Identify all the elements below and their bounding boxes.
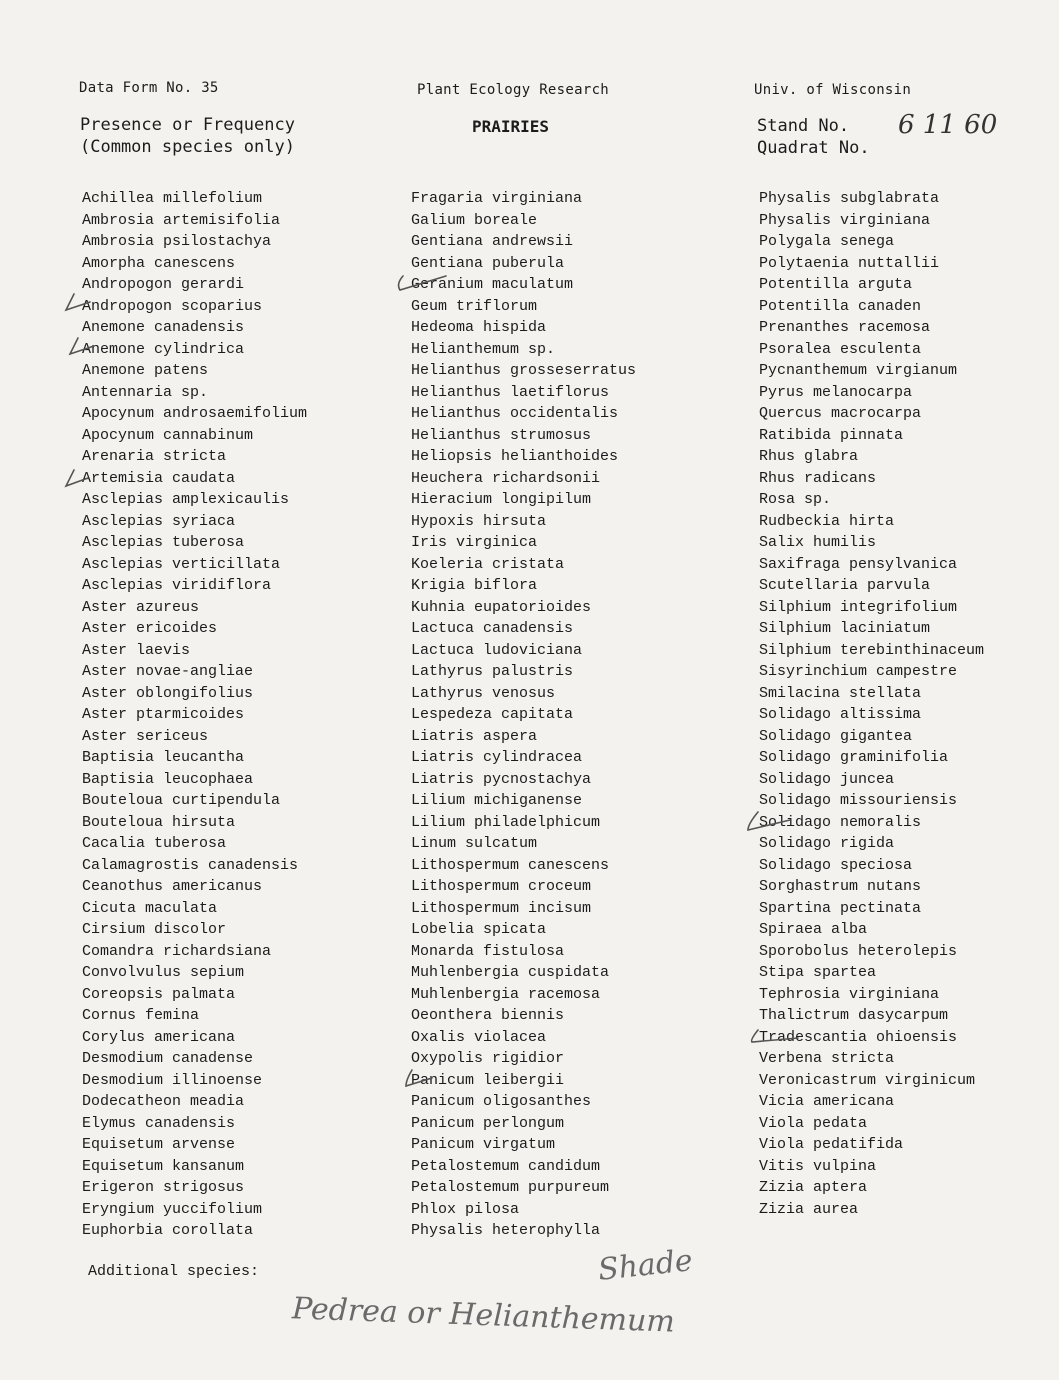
species-item: Asclepias amplexicaulis [82,491,290,508]
species-item: Rhus glabra [759,448,859,465]
species-item: Lathyrus venosus [411,684,556,702]
species-item: Potentilla canaden [759,297,922,315]
species-item: Apocynum androsaemifolium [82,405,308,422]
species-item: Anemone canadensis [82,319,245,336]
species-item: Elymus canadensis [82,1114,236,1132]
species-item: Aster ptarmicoides [82,706,245,723]
handwritten-note-species: Pedrea or Helianthemum [291,1291,676,1340]
species-item: Helianthus strumosus [411,426,592,444]
form-number: Data Form No. 35 [79,80,219,96]
species-item: Artemisia caudata [82,469,236,487]
species-item: Geranium maculatum [411,276,574,293]
species-item: Silphium terebinthinaceum [759,641,985,659]
species-item: Quercus macrocarpa [759,405,922,422]
species-item: Polygala senega [759,233,895,250]
species-item: Andropogon scoparius [82,297,263,315]
species-item: Koeleria cristata [411,555,565,573]
species-item: Lactuca canadensis [411,620,574,637]
species-item: Muhlenbergia racemosa [411,985,601,1003]
species-item: Verbena stricta [759,1050,895,1067]
species-item: Physalis heterophylla [411,1222,601,1239]
species-item: Helianthemum sp. [411,340,556,358]
species-item: Aster ericoides [82,620,218,637]
species-item: Andropogon gerardi [82,276,245,293]
species-item: Petalostemum purpureum [411,1179,610,1196]
species-item: Baptisia leucantha [82,749,245,766]
species-item: Aster sericeus [82,727,209,745]
species-item: Solidago missouriensis [759,792,958,809]
species-item: Bouteloua curtipendula [82,792,281,809]
university: Univ. of Wisconsin [754,82,912,98]
species-item: Equisetum arvense [82,1136,236,1153]
species-item: Apocynum cannabinum [82,426,254,444]
species-item: Helianthus grosseserratus [411,362,637,379]
species-item: Solidago altissima [759,706,922,723]
species-item: Vitis vulpina [759,1157,877,1175]
species-item: Solidago gigantea [759,727,913,745]
species-item: Sporobolus heterolepis [759,942,958,960]
species-item: Saxifraga pensylvanica [759,555,958,573]
species-item: Spartina pectinata [759,899,922,917]
species-item: Physalis subglabrata [759,190,940,207]
species-item: Dodecatheon meadia [82,1093,245,1110]
species-item: Liatris aspera [411,727,538,745]
species-item: Smilacina stellata [759,684,922,702]
species-item: Arenaria stricta [82,448,227,465]
species-item: Eryngium yuccifolium [82,1200,263,1218]
species-item: Petalostemum candidum [411,1157,601,1175]
species-item: Ambrosia artemisifolia [82,211,281,229]
species-item: Lithospermum croceum [411,878,592,895]
species-item: Phlox pilosa [411,1200,520,1218]
species-item: Krigia biflora [411,577,538,594]
species-item: Convolvulus sepium [82,964,245,981]
species-item: Silphium laciniatum [759,620,931,637]
species-item: Oeonthera biennis [411,1007,565,1024]
additional-species-label: Additional species: [88,1263,260,1280]
form-subtitle: Presence or Frequency (Common species only) [80,115,295,157]
species-item: Zizia aptera [759,1179,868,1196]
species-item: Solidago juncea [759,770,895,788]
species-item: Erigeron strigosus [82,1179,245,1196]
species-item: Helianthus occidentalis [411,405,619,422]
species-item: Anemone patens [82,362,209,379]
species-item: Cicuta maculata [82,899,218,917]
species-item: Solidago graminifolia [759,749,949,766]
species-item: Sisyrinchium campestre [759,663,958,680]
species-item: Polytaenia nuttallii [759,254,940,272]
species-item: Coreopsis palmata [82,985,236,1003]
species-item: Spiraea alba [759,921,868,938]
species-item: Hedeoma hispida [411,319,547,336]
species-item: Panicum oligosanthes [411,1093,592,1110]
species-item: Gentiana andrewsii [411,233,574,250]
species-item: Scutellaria parvula [759,577,931,594]
species-item: Baptisia leucophaea [82,770,254,788]
species-item: Antennaria sp. [82,383,209,401]
species-item: Linum sulcatum [411,835,538,852]
species-item: Geum triflorum [411,297,538,315]
species-item: Sorghastrum nutans [759,878,922,895]
species-item: Amorpha canescens [82,254,236,272]
species-item: Asclepias tuberosa [82,534,245,551]
species-item: Pycnanthemum virgianum [759,362,958,379]
species-item: Iris virginica [411,534,538,551]
species-column-3 [759,188,984,1220]
species-item: Cacalia tuberosa [82,835,227,852]
species-item: Helianthus laetiflorus [411,383,610,401]
species-item: Tradescantia ohioensis [759,1028,958,1046]
species-item: Zizia aurea [759,1200,859,1218]
species-item: Lobelia spicata [411,921,547,938]
species-item: Cornus femina [82,1007,200,1024]
species-item: Fragaria virginiana [411,190,583,207]
species-item: Aster novae-angliae [82,663,254,680]
species-item: Desmodium illinoense [82,1071,263,1089]
species-item: Solidago nemoralis [759,813,922,831]
species-item: Hieracium longipilum [411,491,592,508]
species-item: Lactuca ludoviciana [411,641,583,659]
species-item: Achillea millefolium [82,190,263,207]
species-column-1 [82,188,307,1242]
species-item: Bouteloua hirsuta [82,813,236,831]
species-item: Panicum virgatum [411,1136,556,1153]
species-item: Muhlenbergia cuspidata [411,964,610,981]
species-item: Hypoxis hirsuta [411,512,547,530]
species-item: Solidago speciosa [759,856,913,874]
species-item: Lithospermum incisum [411,899,592,917]
species-item: Lithospermum canescens [411,856,610,874]
species-item: Heliopsis helianthoides [411,448,619,465]
species-item: Ratibida pinnata [759,426,904,444]
species-item: Potentilla arguta [759,276,913,293]
species-item: Kuhnia eupatorioides [411,598,592,616]
form-title: PRAIRIES [472,117,550,136]
species-item: Euphorbia corollata [82,1222,254,1239]
species-item: Ambrosia psilostachya [82,233,272,250]
species-item: Vicia americana [759,1093,895,1110]
organization: Plant Ecology Research [417,82,610,98]
species-item: Thalictrum dasycarpum [759,1007,949,1024]
species-item: Corylus americana [82,1028,236,1046]
species-item: Silphium integrifolium [759,598,958,616]
species-item: Psoralea esculenta [759,340,922,358]
species-item: Aster azureus [82,598,200,616]
species-item: Prenanthes racemosa [759,319,931,336]
species-item: Equisetum kansanum [82,1157,245,1175]
stand-number-handwritten: 6 11 60 [898,110,998,140]
species-item: Gentiana puberula [411,254,565,272]
species-item: Viola pedata [759,1114,868,1132]
species-item: Oxalis violacea [411,1028,547,1046]
species-item: Cirsium discolor [82,921,227,938]
species-item: Viola pedatifida [759,1136,904,1153]
species-item: Lilium michiganense [411,792,583,809]
species-item: Lathyrus palustris [411,663,574,680]
species-item: Oxypolis rigidior [411,1050,565,1067]
species-item: Tephrosia virginiana [759,985,940,1003]
species-item: Panicum leibergii [411,1071,565,1089]
species-item: Calamagrostis canadensis [82,856,299,874]
species-item: Asclepias viridiflora [82,577,272,594]
species-item: Asclepias syriaca [82,512,236,530]
species-item: Anemone cylindrica [82,340,245,358]
species-item: Panicum perlongum [411,1114,565,1132]
species-item: Aster laevis [82,641,191,659]
species-item: Rudbeckia hirta [759,512,895,530]
species-item: Aster oblongifolius [82,684,254,702]
species-item: Liatris cylindracea [411,749,583,766]
stand-quadrat-labels: Stand No. Quadrat No. [757,116,870,158]
species-item: Comandra richardsiana [82,942,272,960]
handwritten-note-shade: Shade [596,1243,695,1288]
species-item: Salix humilis [759,534,877,551]
species-item: Asclepias verticillata [82,555,281,573]
species-item: Pyrus melanocarpa [759,383,913,401]
species-item: Ceanothus americanus [82,878,263,895]
species-item: Veronicastrum virginicum [759,1071,976,1089]
species-item: Lespedeza capitata [411,706,574,723]
species-item: Lilium philadelphicum [411,813,601,831]
species-item: Physalis virginiana [759,211,931,229]
species-item: Rhus radicans [759,469,877,487]
species-item: Monarda fistulosa [411,942,565,960]
species-item: Stipa spartea [759,964,877,981]
species-item: Desmodium canadense [82,1050,254,1067]
species-column-2 [411,188,636,1242]
species-item: Rosa sp. [759,491,832,508]
species-item: Heuchera richardsonii [411,469,601,487]
species-item: Galium boreale [411,211,538,229]
species-item: Liatris pycnostachya [411,770,592,788]
species-item: Solidago rigida [759,835,895,852]
